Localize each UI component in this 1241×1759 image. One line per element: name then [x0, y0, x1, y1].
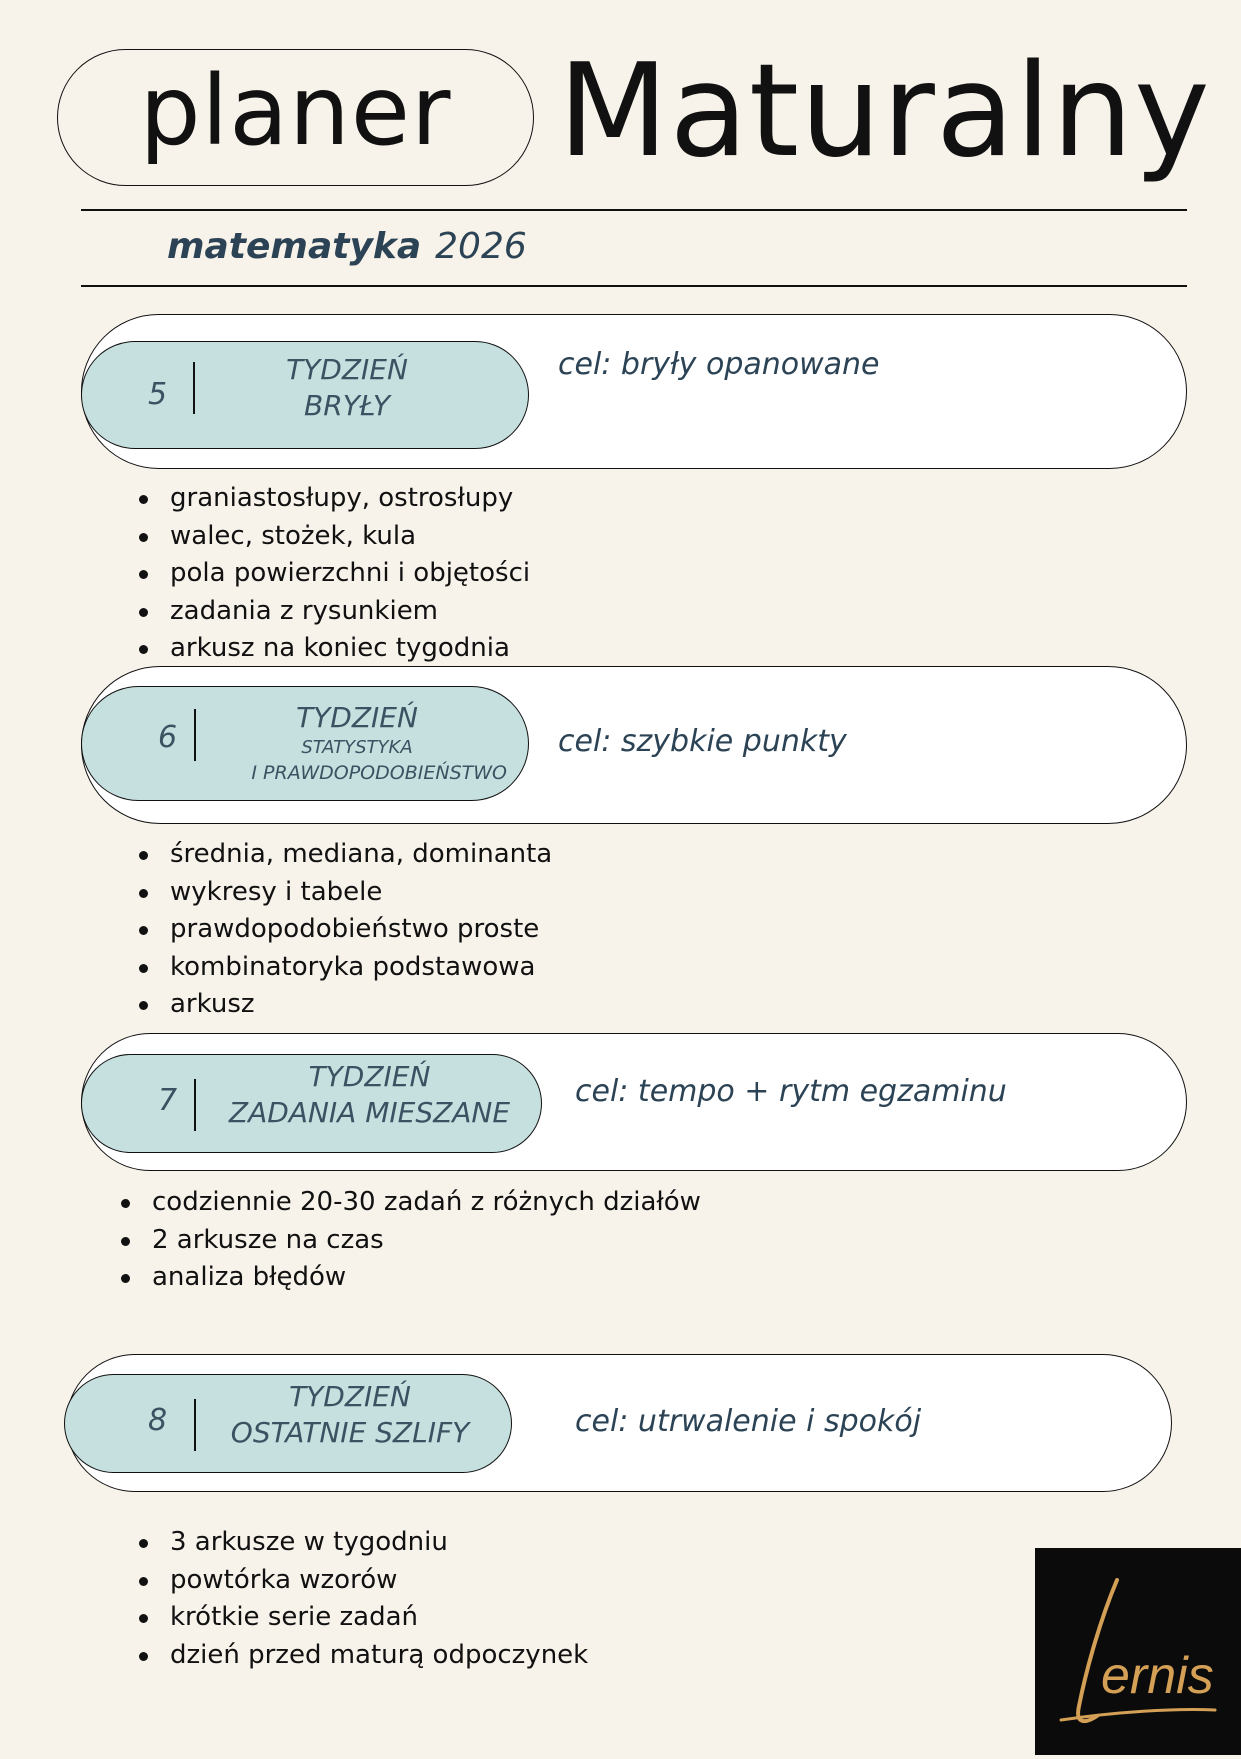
top-divider	[81, 209, 1187, 211]
list-item: kombinatoryka podstawowa	[139, 949, 552, 987]
week-7-label: TYDZIEŃ	[308, 1060, 431, 1093]
week-8-goal: cel: utrwalenie i spokój	[575, 1404, 922, 1439]
list-item: graniastosłupy, ostrosłupy	[139, 480, 530, 518]
week-6-number: 6	[158, 720, 178, 755]
list-item: pola powierzchni i objętości	[139, 555, 530, 593]
planner-word: planer	[139, 54, 452, 167]
week-7-topic: ZADANIA MIESZANE	[228, 1096, 511, 1130]
list-item: arkusz na koniec tygodnia	[139, 630, 530, 668]
list-item: 2 arkusze na czas	[121, 1222, 701, 1260]
week-5-tag	[81, 341, 529, 449]
lernis-logo	[1035, 1548, 1241, 1755]
list-item: średnia, mediana, dominanta	[139, 836, 552, 874]
planner-title-pill	[57, 49, 534, 186]
list-item: walec, stożek, kula	[139, 518, 530, 556]
list-item: analiza błędów	[121, 1259, 701, 1297]
week-6-goal: cel: szybkie punkty	[558, 724, 847, 759]
bottom-divider	[81, 285, 1187, 287]
list-item: codziennie 20-30 zadań z różnych działów	[121, 1184, 701, 1222]
week-6-tag	[81, 686, 529, 801]
subject-year: 2026	[435, 226, 527, 267]
week-7-separator	[194, 1079, 196, 1131]
week-6-topic-line1: STATYSTYKA	[301, 736, 413, 758]
week-5-label-block	[257, 352, 437, 425]
list-item: dzień przed maturą odpoczynek	[139, 1637, 588, 1675]
list-item: wykresy i tabele	[139, 874, 552, 912]
list-item: prawdopodobieństwo proste	[139, 911, 552, 949]
week-5-number: 5	[148, 377, 168, 412]
week-7-tag	[81, 1054, 542, 1153]
logo-underline	[1061, 1709, 1215, 1720]
week-5-topics	[139, 480, 530, 668]
week-7-topics	[121, 1184, 701, 1297]
week-5-goal: cel: bryły opanowane	[558, 347, 880, 382]
week-7-label-block	[207, 1059, 532, 1132]
list-item: 3 arkusze w tygodniu	[139, 1524, 588, 1562]
list-item: powtórka wzorów	[139, 1562, 588, 1600]
lernis-logo-icon	[1035, 1548, 1241, 1755]
subject-name: matematyka	[167, 226, 422, 267]
subject-line	[167, 226, 527, 267]
list-item: zadania z rysunkiem	[139, 593, 530, 631]
week-8-number: 8	[148, 1403, 168, 1438]
week-8-label: TYDZIEŃ	[289, 1380, 411, 1413]
list-item: krótkie serie zadań	[139, 1599, 588, 1637]
week-8-topics	[139, 1524, 588, 1674]
page-title: Maturalny	[558, 37, 1211, 186]
week-6-topics	[139, 836, 552, 1024]
week-8-topic: OSTATNIE SZLIFY	[230, 1416, 470, 1450]
list-item: arkusz	[139, 986, 552, 1024]
week-7-goal: cel: tempo + rytm egzaminu	[575, 1074, 1007, 1109]
week-8-separator	[194, 1399, 196, 1451]
week-8-label-block	[215, 1379, 485, 1452]
week-5-separator	[193, 362, 195, 414]
week-5-topic: BRYŁY	[304, 389, 390, 423]
week-6-label: TYDZIEŃ	[296, 701, 418, 734]
logo-text: ernis	[1101, 1647, 1214, 1705]
week-6-topic-line2: I PRAWDOPODOBIEŃSTWO	[251, 761, 507, 784]
week-8-tag	[64, 1374, 512, 1473]
week-7-number: 7	[158, 1083, 178, 1118]
week-5-label: TYDZIEŃ	[286, 353, 408, 386]
week-6-separator	[194, 709, 196, 761]
week-6-label-block	[207, 701, 507, 786]
